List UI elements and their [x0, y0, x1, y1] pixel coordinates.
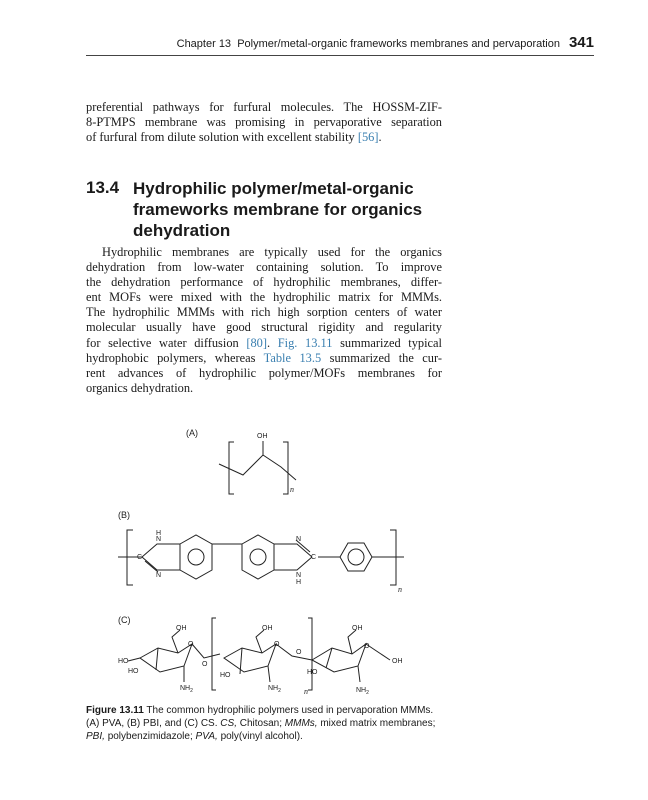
body-paragraph	[86, 245, 442, 396]
pva-structure	[186, 428, 296, 494]
chitosan-structure	[118, 615, 403, 696]
text-line: hydrophobic polymers, whereas Table 13.5 summarized the cur-	[86, 350, 443, 365]
pbi-imidazole-right-bottom	[274, 557, 312, 570]
citation-link[interactable]: [80]	[246, 335, 268, 350]
pbi-imidazole-left-top	[142, 544, 180, 557]
pva-backbone	[219, 455, 296, 480]
pbi-n-top: N	[156, 536, 162, 543]
ho-label: HO	[220, 672, 231, 679]
glycosidic-oxygen: O	[202, 661, 208, 668]
pbi-c-left: C	[137, 554, 143, 561]
nh2-label: $NH_2$	[356, 687, 369, 696]
caption-label: Figure 13.11	[86, 705, 144, 716]
text-line: 8-PTMPS membrane was promising in pervaporative separation	[86, 115, 442, 130]
text-line: the dehydration performance of hydrophilic membranes, differ-	[86, 275, 442, 290]
text-line: rent advances of hydrophilic polymer/MOFs membranes for	[86, 365, 442, 380]
pbi-h-right: H	[296, 579, 302, 586]
pbi-n-right-top: N	[296, 536, 302, 543]
ho-bond	[128, 658, 140, 661]
section-number: 13.4	[86, 178, 120, 197]
pbi-phenylene	[340, 543, 372, 571]
glycosidic-oxygen: O	[296, 649, 302, 656]
text-line: organics dehydration.	[86, 380, 194, 395]
pbi-aromatic-ring	[188, 549, 204, 565]
panel-c-label: (C)	[118, 615, 131, 625]
ho-label: HO	[118, 658, 129, 665]
oh-label: OH	[352, 625, 363, 632]
ring-oxygen: O	[274, 641, 280, 648]
pbi-aromatic-ring	[348, 549, 364, 565]
pbi-benzene-right	[242, 535, 274, 579]
oh-bond	[366, 644, 390, 660]
bracket-left	[229, 442, 234, 494]
glycosidic-bond	[276, 644, 312, 660]
oh-label: OH	[262, 625, 273, 632]
text-line: preferential pathways for furfural molecules. The HOSSM-ZIF-	[86, 100, 442, 114]
ring-oxygen: O	[364, 643, 370, 650]
pbi-benzene-left	[180, 535, 212, 579]
nh2-label: $NH_2$	[268, 685, 281, 694]
pbi-imidazole-right-top	[274, 544, 312, 557]
chitosan-repeat-n: n	[304, 687, 308, 696]
bracket-right	[283, 442, 288, 494]
ch2oh-bond	[348, 630, 356, 654]
figure-13-11-structures	[100, 422, 440, 700]
citation-link[interactable]: [56]	[357, 130, 379, 145]
pbi-c-right: C	[311, 554, 317, 561]
text-line: of furfural from dilute solution with excellent stability [56].	[86, 130, 382, 145]
running-header-text: Chapter 13 Polymer/metal-organic frameworks membranes and pervaporation	[176, 38, 560, 50]
text-line: The hydrophilic MMMs with rich high sorption centers of water	[86, 305, 442, 320]
nh2-bond	[358, 666, 360, 682]
pbi-repeat-n: n	[398, 585, 402, 594]
ring-oxygen: O	[188, 641, 194, 648]
panel-a-label: (A)	[186, 428, 198, 438]
text-line: for selective water diffusion [80]. Fig. 13.11 summarized typical	[86, 335, 442, 350]
text-line: Hydrophilic membranes are typically used for the organics	[102, 245, 442, 259]
ch2oh-bond	[256, 630, 264, 653]
intro-paragraph	[86, 100, 442, 145]
table-link[interactable]: Table 13.5	[263, 350, 322, 365]
figure-link[interactable]: Fig. 13.11	[277, 335, 333, 350]
oh-label: OH	[176, 625, 187, 632]
bracket-right	[308, 618, 312, 690]
pbi-n-right-bottom: N	[296, 572, 302, 579]
pbi-n-bottom: N	[156, 572, 162, 579]
pbi-structure	[118, 510, 404, 594]
page-number: 341	[568, 34, 594, 51]
text-line: molecular usually have good structural rigidity and regularity	[86, 320, 442, 335]
pva-oh-label: OH	[257, 433, 268, 440]
pbi-aromatic-ring	[250, 549, 266, 565]
panel-b-label: (B)	[118, 510, 130, 520]
nh2-bond	[268, 666, 270, 682]
pva-repeat-n: n	[290, 485, 294, 494]
ho-bond	[156, 648, 158, 670]
running-header	[86, 34, 594, 56]
oh-label: OH	[392, 658, 403, 665]
pbi-double-bond	[145, 561, 158, 572]
ho-label: HO	[307, 669, 318, 676]
nh2-label: $NH_2$	[180, 685, 193, 694]
header-rule	[86, 55, 594, 56]
ho-label: HO	[128, 668, 139, 675]
ch2oh-bond	[172, 630, 180, 653]
glycosidic-bond	[192, 644, 220, 658]
text-line: ent MOFs were mixed with the hydrophilic matrix for MMMs.	[86, 290, 442, 305]
bracket-left	[212, 618, 216, 690]
text-line: dehydration from low-water containing solution. To improve	[86, 260, 442, 275]
figure-caption: Figure 13.11 The common hydrophilic polymers used in pervaporation MMMs. (A) PVA, (B) PBI, and (C) CS. CS, Chitosan; MMMs, mixed matrix membranes; PBI, polybenzimidazole; PVA, poly(vinyl alcohol).	[86, 705, 436, 742]
section-title: Hydrophilic polymer/metal-organic frameworks membrane for organics dehydration	[133, 179, 423, 240]
pbi-h-top: H	[156, 530, 162, 537]
